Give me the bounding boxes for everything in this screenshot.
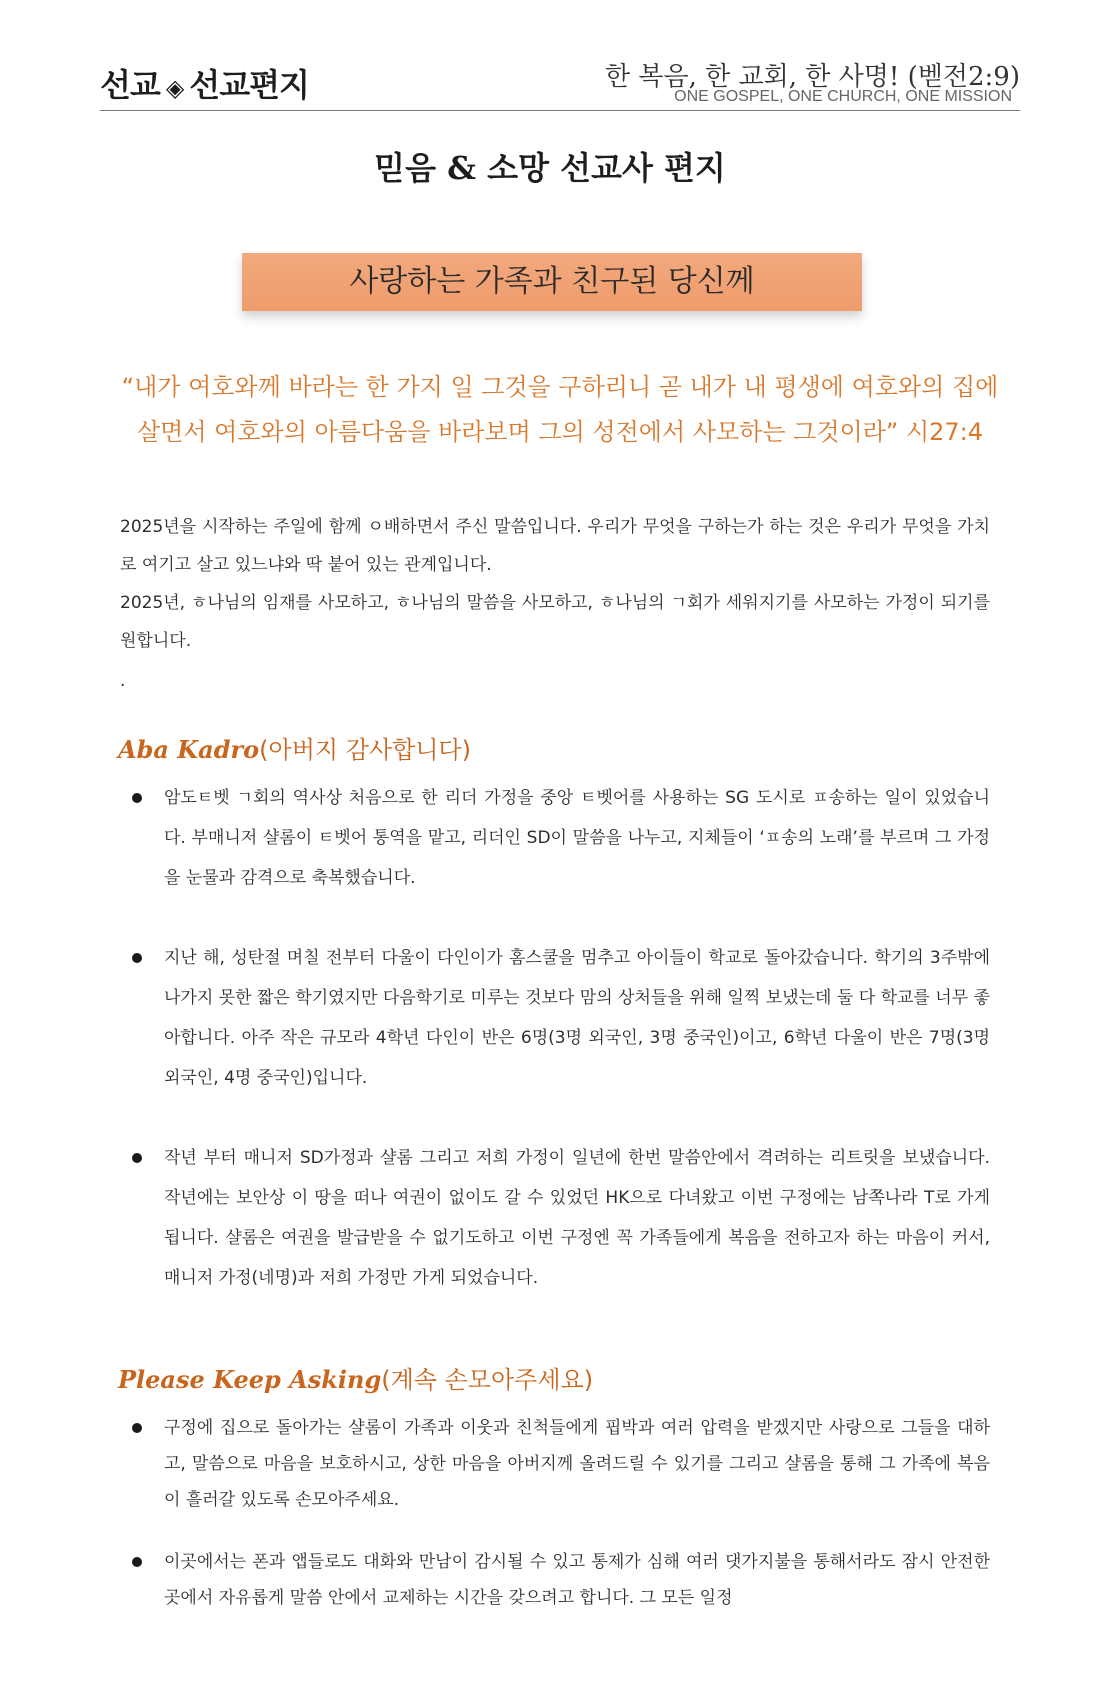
subsection-name: 선교편지 xyxy=(189,66,309,104)
list-item xyxy=(130,1410,990,1518)
list-item xyxy=(130,1544,990,1616)
section-title-ko: (아버지 감사합니다) xyxy=(259,736,471,764)
verse-line-1: “내가 여호와께 바라는 한 가지 일 그것을 구하리니 곧 내가 내 평생에 여호와의 집에 xyxy=(121,373,999,401)
bullet-icon xyxy=(132,1423,142,1433)
diamond-icon: ◈ xyxy=(165,74,184,102)
section-title-prayer xyxy=(118,1360,593,1395)
section-title-thanks xyxy=(118,730,471,765)
intro-dot: . xyxy=(120,671,126,691)
list-item-text: 작년 부터 매니저 SD가정과 샬롬 그리고 저희 가정이 일년에 한번 말씀안에서 격려하는 리트릿을 보냈습니다. 작년에는 보안상 이 땅을 떠나 여권이 없이도 갈 수 있었던 HK으로 다녀왔고 이번 구정에는 남쪽나라 T로 가게 됩니다. 샬롬은 여권을 발급받을 수 없기도하고 이번 구정엔 꼭 가족들에게 복음을 전하고자 하는 마음이 커서, 매니저 가정(네명)과 저희 가정만 가게 되었습니다. xyxy=(164,1148,990,1288)
bullet-icon xyxy=(132,953,142,963)
motto: 한 복음, 한 교회, 한 사명! (벧전2:9) xyxy=(605,62,1020,92)
intro-paragraph-1: 2025년을 시작하는 주일에 함께 ㅇ배하면서 주신 말씀입니다. 우리가 무엇을 구하는가 하는 것은 우리가 무엇을 가치로 여기고 살고 있느냐와 딱 붙어 있는 관계입니다. xyxy=(120,517,990,575)
intro-paragraph-2: 2025년, ㅎ나님의 임재를 사모하고, ㅎ나님의 말씀을 사모하고, ㅎ나님의 ㄱ회가 세워지기를 사모하는 가정이 되기를 원합니다. xyxy=(120,593,990,651)
section-name: 선교 xyxy=(100,66,160,104)
thanks-list xyxy=(130,778,990,1298)
bible-verse xyxy=(100,365,1020,455)
list-item xyxy=(130,778,990,898)
list-item xyxy=(130,1138,990,1298)
section-label xyxy=(100,60,309,106)
motto-english: ONE GOSPEL, ONE CHURCH, ONE MISSION xyxy=(674,88,1012,105)
page-title: 믿음 & 소망 선교사 편지 xyxy=(374,149,726,187)
section-title-en: Aba Kadro xyxy=(118,735,260,764)
bullet-icon xyxy=(132,1557,142,1567)
bullet-icon xyxy=(132,793,142,803)
greeting-banner: 사랑하는 가족과 친구된 당신께 xyxy=(242,253,862,311)
verse-line-2: 살면서 여호와의 아름다움을 바라보며 그의 성전에서 사모하는 그것이라” 시27:4 xyxy=(136,418,984,446)
list-item-text: 암도ㅌ벳 ㄱ회의 역사상 처음으로 한 리더 가정을 중앙 ㅌ벳어를 사용하는 SG 도시로 ㅍ송하는 일이 있었습니다. 부매니저 샬롬이 ㅌ벳어 통역을 맡고, 리더인 SD이 말씀을 나누고, 지체들이 ‘ㅍ송의 노래’를 부르며 그 가정을 눈물과 감격으로 축복했습니다. xyxy=(164,788,990,888)
list-item-text: 구정에 집으로 돌아가는 샬롬이 가족과 이웃과 친척들에게 핍박과 여러 압력을 받겠지만 사랑으로 그들을 대하고, 말씀으로 마음을 보호하시고, 상한 마음을 아버지께 올려드릴 수 있기를 그리고 샬롬을 통해 그 가족에 복음이 흘러갈 있도록 손모아주세요. xyxy=(164,1418,990,1510)
list-item xyxy=(130,938,990,1098)
bullet-icon xyxy=(132,1153,142,1163)
page-header xyxy=(100,46,1020,111)
prayer-list xyxy=(130,1410,990,1616)
list-item-text: 지난 해, 성탄절 며칠 전부터 다울이 다인이가 홈스쿨을 멈추고 아이들이 학교로 돌아갔습니다. 학기의 3주밖에 나가지 못한 짧은 학기였지만 다음학기로 미루는 것보다 맘의 상처들을 위해 일찍 보냈는데 둘 다 학교를 너무 좋아합니다. 아주 작은 규모라 4학년 다인이 반은 6명(3명 외국인, 3명 중국인)이고, 6학년 다울이 반은 7명(3명 외국인, 4명 중국인)입니다. xyxy=(164,948,990,1088)
section-title-en: Please Keep Asking xyxy=(118,1365,382,1394)
intro-text xyxy=(120,508,990,700)
list-item-text: 이곳에서는 폰과 앱들로도 대화와 만남이 감시될 수 있고 통제가 심해 여러 댓가지불을 통해서라도 잠시 안전한 곳에서 자유롭게 말씀 안에서 교제하는 시간을 갖으려고 합니다. 그 모든 일정 xyxy=(164,1552,990,1608)
section-title-ko: (계속 손모아주세요) xyxy=(381,1366,594,1394)
